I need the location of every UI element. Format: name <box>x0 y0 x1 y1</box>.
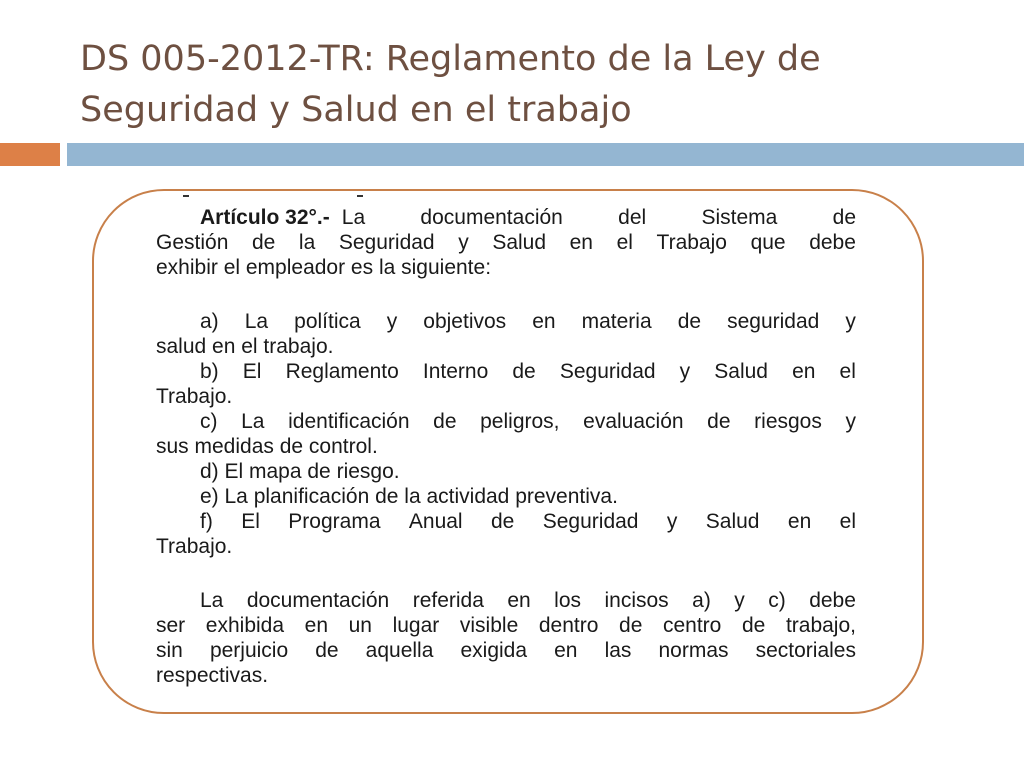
closing-line-3 <box>156 638 856 663</box>
scan-tick-mark <box>183 195 189 197</box>
word: El <box>241 510 260 533</box>
item-f-line-2: Trabajo. <box>156 535 233 558</box>
word: de <box>491 510 515 533</box>
word: y <box>679 360 691 383</box>
word: exhibida <box>205 614 285 637</box>
word: de <box>741 614 766 637</box>
word: El <box>242 360 262 383</box>
word: peligros, <box>480 410 560 433</box>
closing-line-1 <box>156 588 856 613</box>
word: y <box>845 310 856 333</box>
word: c) <box>768 589 786 612</box>
word: de <box>433 410 457 433</box>
word: en <box>532 310 556 333</box>
closing-line-2 <box>156 613 856 638</box>
word: de <box>677 310 702 333</box>
intro-line-1 <box>156 205 856 230</box>
word: documentación <box>420 206 563 229</box>
item-b-line-1 <box>156 359 856 384</box>
word: en <box>554 639 578 662</box>
word: La <box>341 206 366 229</box>
word: La <box>200 589 224 612</box>
word: debe <box>809 231 856 254</box>
word: en <box>304 614 328 637</box>
item-e-line-1: e) La planificación de la actividad preventiva. <box>200 485 618 508</box>
word: visible <box>459 614 519 637</box>
word: en <box>792 360 816 383</box>
slide-title <box>80 34 980 136</box>
word: Salud <box>705 510 760 533</box>
word: en <box>507 589 531 612</box>
word: Gestión <box>156 231 229 254</box>
word: los <box>554 589 582 612</box>
word: exigida <box>460 639 528 662</box>
intro-line-2 <box>156 230 856 255</box>
word: ser <box>156 614 186 637</box>
word: Seguridad <box>338 231 435 254</box>
word: el <box>839 510 856 533</box>
word: objetivos <box>423 310 507 333</box>
item-f-line-1 <box>156 509 856 534</box>
word: de <box>707 410 731 433</box>
word: del <box>618 206 647 229</box>
word: el <box>616 231 633 254</box>
word: que <box>750 231 786 254</box>
word: lugar <box>392 614 440 637</box>
word: de <box>832 206 856 229</box>
item-c-line-2: sus medidas de control. <box>156 435 378 458</box>
item-c-line-1 <box>156 409 856 434</box>
word: las <box>604 639 632 662</box>
word: política <box>294 310 361 333</box>
word: en <box>787 510 812 533</box>
slide-title-line-1: DS 005-2012-TR: Reglamento de la Ley de <box>80 39 821 79</box>
word: la <box>298 231 316 254</box>
closing-line-4: respectivas. <box>156 664 269 687</box>
word: referida <box>412 589 484 612</box>
word: un <box>348 614 372 637</box>
word: La <box>241 410 265 433</box>
word: y <box>734 589 745 612</box>
word: Salud <box>492 231 547 254</box>
scan-tick-mark <box>357 195 363 197</box>
word: sin <box>156 639 183 662</box>
word: en <box>569 231 593 254</box>
word: y <box>386 310 398 333</box>
word: evaluación <box>583 410 684 433</box>
word: dentro <box>538 614 599 637</box>
word: trabajo, <box>785 614 856 637</box>
word: perjuicio <box>209 639 289 662</box>
item-d-line-1: d) El mapa de riesgo. <box>200 460 400 483</box>
word: Salud <box>714 360 768 383</box>
item-a-line-2: salud en el trabajo. <box>156 335 334 358</box>
word: sectoriales <box>755 639 856 662</box>
word: f) <box>200 510 213 533</box>
word: Programa <box>288 510 381 533</box>
accent-bar-blue <box>67 143 1024 166</box>
word: normas <box>658 639 729 662</box>
word: Trabajo <box>656 231 727 254</box>
word: debe <box>809 589 856 612</box>
item-b-line-2: Trabajo. <box>156 385 233 408</box>
word: a) <box>692 589 711 612</box>
word: Interno <box>422 360 489 383</box>
item-a-line-1 <box>156 309 856 334</box>
word: riesgos <box>754 410 822 433</box>
accent-bar-orange <box>0 143 60 166</box>
word: y <box>666 510 678 533</box>
word: La <box>244 310 269 333</box>
word: de <box>251 231 276 254</box>
word: c) <box>200 410 218 433</box>
word: de <box>315 639 339 662</box>
word: identificación <box>288 410 410 433</box>
word: aquella <box>365 639 434 662</box>
word: seguridad <box>727 310 820 333</box>
word: Seguridad <box>559 360 656 383</box>
word: documentación <box>246 589 390 612</box>
word: de <box>512 360 536 383</box>
intro-line-3: exhibir el empleador es la siguiente: <box>156 256 492 279</box>
word: y <box>458 231 469 254</box>
word: centro <box>662 614 722 637</box>
word: Reglamento <box>285 360 399 383</box>
word: Seguridad <box>542 510 639 533</box>
word: incisos <box>604 589 669 612</box>
word: de <box>619 614 643 637</box>
word: Sistema <box>701 206 778 229</box>
word: Anual <box>408 510 463 533</box>
word: b) <box>200 360 219 383</box>
word: el <box>839 360 856 383</box>
article-32-text <box>156 205 856 688</box>
slide-title-line-2: Seguridad y Salud en el trabajo <box>80 90 632 130</box>
word: y <box>845 410 856 433</box>
word: materia <box>581 310 652 333</box>
article-heading: Artículo 32°.- <box>200 206 330 229</box>
word: a) <box>200 310 219 333</box>
